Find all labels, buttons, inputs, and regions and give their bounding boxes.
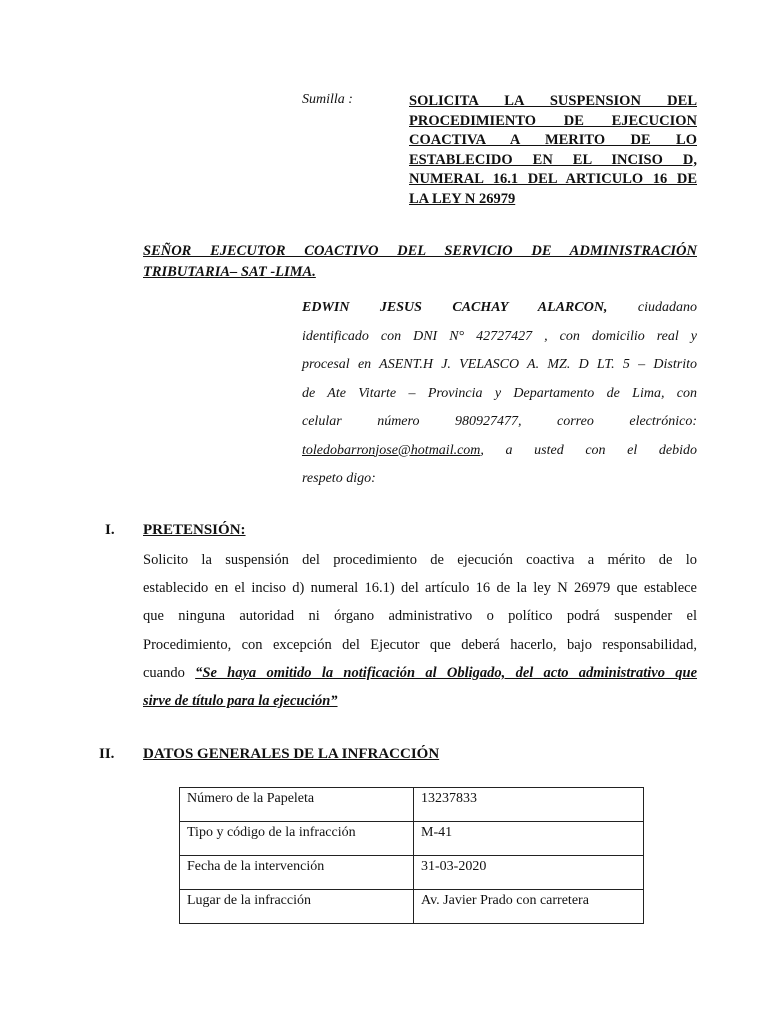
body-row: que ninguna autoridad ni órgano administrativo o político podrá suspender el [143, 608, 697, 625]
table-cell-label: Fecha de la intervención [180, 856, 414, 890]
petitioner-text: , a usted con el debido [480, 442, 697, 458]
table-row [180, 822, 644, 856]
section-title: PRETENSIÓN: [143, 522, 246, 538]
petitioner-row: celular número 980927477, correo electrónico: [302, 414, 697, 429]
table-row [180, 856, 644, 890]
sumilla-line: PROCEDIMIENTO DE EJECUCION [409, 112, 697, 129]
sumilla-line: COACTIVA A MERITO DE LO [409, 132, 697, 148]
table-row [180, 890, 644, 924]
section-number: I. [105, 522, 115, 538]
quote-text: “Se haya omitido la notificación al Obligado, del acto administrativo que [195, 664, 698, 681]
petitioner-row [302, 294, 697, 323]
petitioner-row: procesal en ASENT.H J. VELASCO A. MZ. D LT. 5 – Distrito [302, 357, 697, 372]
table-cell-value: M-41 [414, 822, 644, 856]
section-title: DATOS GENERALES DE LA INFRACCIÓN [143, 746, 440, 762]
table-cell-label: Tipo y código de la infracción [180, 822, 414, 856]
addressee-line: TRIBUTARIA– SAT -LIMA. [143, 264, 316, 280]
section-number: II. [99, 746, 115, 762]
petitioner-row: de Ate Vitarte – Provincia y Departamento de Lima, con [302, 385, 697, 401]
addressee [143, 241, 697, 283]
sumilla-label: Sumilla : [302, 92, 353, 107]
email-link[interactable]: toledobarronjose@hotmail.com [302, 442, 481, 458]
table-cell-label: Número de la Papeleta [180, 788, 414, 822]
table-cell-label: Lugar de la infracción [180, 890, 414, 924]
petitioner-row: respeto digo: [302, 471, 376, 486]
addressee-line: SEÑOR EJECUTOR COACTIVO DEL SERVICIO DE ADMINISTRACIÓN [143, 243, 697, 259]
sumilla-line: ESTABLECIDO EN EL INCISO D, [409, 151, 697, 168]
table-cell-value: 13237833 [414, 788, 644, 822]
petitioner-row: identificado con DNI N° 42727427 , con domicilio real y [302, 328, 697, 344]
sumilla-text [409, 92, 697, 209]
table-cell-value: 31-03-2020 [414, 856, 644, 890]
table-cell-value: Av. Javier Prado con carretera [414, 890, 644, 924]
body-row [143, 659, 697, 687]
body-row [143, 687, 697, 715]
infraction-table [179, 787, 644, 924]
petitioner-name: EDWIN JESUS CACHAY ALARCON, [302, 300, 608, 315]
section-body [143, 546, 697, 715]
sumilla-line: NUMERAL 16.1 DEL ARTICULO 16 DE [409, 171, 697, 187]
petitioner-text: ciudadano [607, 300, 697, 315]
petitioner-block [302, 294, 697, 494]
table-row [180, 788, 644, 822]
quote-text: sirve de título para la ejecución” [143, 693, 338, 710]
sumilla-line: LA LEY N 26979 [409, 190, 516, 207]
body-row: establecido en el inciso d) numeral 16.1) del artículo 16 de la ley N 26979 que establece [143, 580, 697, 597]
body-text: cuando [143, 664, 196, 681]
body-row: Solicito la suspensión del procedimiento de ejecución coactiva a mérito de lo [143, 552, 697, 568]
petitioner-row [302, 437, 697, 466]
body-row: Procedimiento, con excepción del Ejecutor que deberá hacerlo, bajo responsabilidad, [143, 636, 697, 653]
sumilla-line: SOLICITA LA SUSPENSION DEL [409, 93, 697, 109]
